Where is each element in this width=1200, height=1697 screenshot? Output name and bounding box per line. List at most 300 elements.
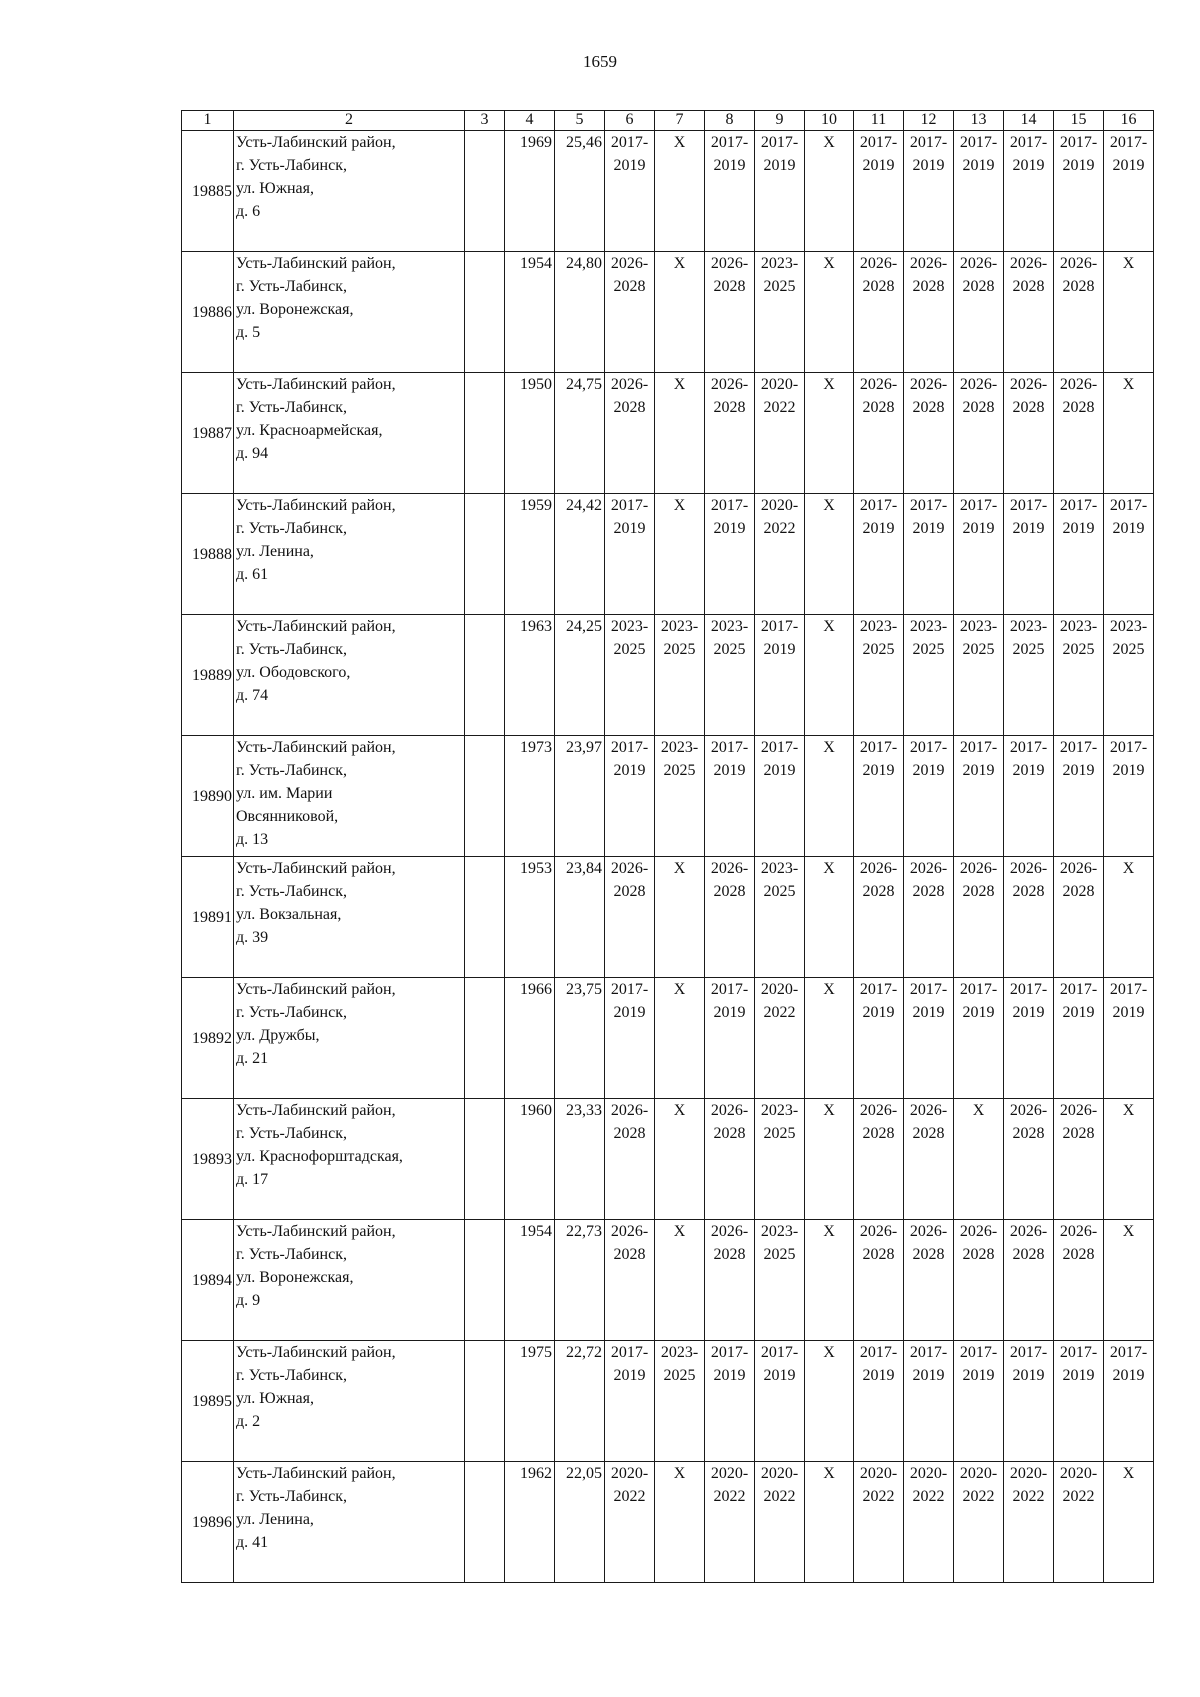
period-line: 2019 [1012, 1004, 1045, 1021]
address-line: д. 94 [236, 445, 269, 462]
column-header-6: 6 [605, 111, 655, 131]
period-line: 2028 [962, 1246, 995, 1263]
period-cell-col-12 [904, 1341, 954, 1462]
period-line: 2028 [1012, 883, 1045, 900]
period-cell-col-12 [904, 252, 954, 373]
year-cell: 1969 [505, 131, 555, 252]
period-line: 2026- [909, 1223, 948, 1240]
year-cell: 1966 [505, 978, 555, 1099]
period-cell-col-11 [854, 978, 904, 1099]
period-cell-col-8 [705, 1099, 755, 1220]
period-cell-col-16 [1104, 252, 1154, 373]
period-cell-col-12 [904, 373, 954, 494]
period-line: 2017- [959, 1344, 998, 1361]
period-line: 2028 [912, 1246, 945, 1263]
period-cell-col-6 [605, 615, 655, 736]
period-line: 2020- [959, 1465, 998, 1482]
period-cell-col-15 [1054, 494, 1104, 615]
address-cell [234, 373, 465, 494]
address-line: д. 39 [236, 929, 269, 946]
address-line: Усть-Лабинский район, [236, 134, 396, 151]
year-cell: 1950 [505, 373, 555, 494]
period-line: 2022 [1062, 1488, 1095, 1505]
address-line: Усть-Лабинский район, [236, 497, 396, 514]
period-cell-col-12 [904, 978, 954, 1099]
period-line: 2019 [912, 1004, 945, 1021]
period-line: 2020- [760, 1465, 799, 1482]
column-header-15: 15 [1054, 111, 1104, 131]
period-cell-col-11 [854, 857, 904, 978]
period-cell-col-15 [1054, 1462, 1104, 1583]
period-line: 2026- [610, 1102, 649, 1119]
period-line: 2026- [710, 255, 749, 272]
period-line: 2019 [962, 520, 995, 537]
year-cell: 1954 [505, 1220, 555, 1341]
period-line: 2019 [713, 1004, 746, 1021]
value-cell: 23,84 [555, 857, 605, 978]
period-line: 2026- [959, 255, 998, 272]
period-line: 2028 [962, 883, 995, 900]
period-line: 2019 [1012, 1367, 1045, 1384]
period-line: 2026- [710, 860, 749, 877]
column-3-cell [465, 1462, 505, 1583]
period-cell-col-7 [655, 1220, 705, 1341]
period-cell-col-9 [755, 736, 805, 857]
address-line: ул. Южная, [236, 1390, 314, 1407]
period-line: 2017- [909, 497, 948, 514]
period-cell-col-14 [1004, 857, 1054, 978]
row-number: 19888 [182, 494, 234, 615]
period-cell-col-13 [954, 1462, 1004, 1583]
address-line: Овсянниковой, [236, 808, 339, 825]
period-line: 2017- [959, 981, 998, 998]
period-line: 2022 [763, 520, 796, 537]
period-line: 2020- [859, 1465, 898, 1482]
period-cell-col-15 [1054, 1341, 1104, 1462]
period-line: 2025 [912, 641, 945, 658]
period-cell-col-9 [755, 1220, 805, 1341]
table-row [182, 373, 1154, 494]
period-cell-col-13 [954, 736, 1004, 857]
period-line: 2019 [962, 1004, 995, 1021]
period-cell-col-16 [1104, 1099, 1154, 1220]
period-cell-col-16 [1104, 1462, 1154, 1583]
period-line: 2017- [859, 497, 898, 514]
year-cell: 1975 [505, 1341, 555, 1462]
period-line: 2023- [760, 255, 799, 272]
period-cell-col-8 [705, 494, 755, 615]
address-cell [234, 131, 465, 252]
period-cell-col-9 [755, 978, 805, 1099]
period-cell-col-11 [854, 1220, 904, 1341]
period-line: 2028 [613, 883, 646, 900]
period-line: 2017- [710, 134, 749, 151]
period-line: 2020- [760, 981, 799, 998]
period-line: 2019 [1112, 157, 1145, 174]
period-line: 2022 [713, 1488, 746, 1505]
period-line: 2017- [959, 497, 998, 514]
period-cell-col-14 [1004, 373, 1054, 494]
period-cell-col-12 [904, 736, 954, 857]
period-line: X [673, 255, 686, 272]
period-line: X [1122, 1102, 1135, 1119]
address-line: д. 9 [236, 1292, 261, 1309]
period-cell-col-14 [1004, 736, 1054, 857]
column-3-cell [465, 373, 505, 494]
period-cell-col-16 [1104, 736, 1154, 857]
period-line: X [823, 618, 835, 635]
period-line: 2025 [663, 641, 696, 658]
period-line: X [673, 1223, 686, 1240]
period-line: 2020- [710, 1465, 749, 1482]
period-line: 2019 [1062, 1004, 1095, 1021]
period-cell-col-13 [954, 252, 1004, 373]
period-line: X [823, 255, 835, 272]
period-cell-col-15 [1054, 857, 1104, 978]
column-3-cell [465, 736, 505, 857]
period-line: 2017- [710, 497, 749, 514]
table-row [182, 1099, 1154, 1220]
period-line: 2019 [1012, 157, 1045, 174]
row-number: 19891 [182, 857, 234, 978]
period-line: 2022 [763, 1488, 796, 1505]
period-cell-col-11 [854, 1099, 904, 1220]
period-line: 2017- [859, 134, 898, 151]
period-line: 2017- [1059, 1344, 1098, 1361]
period-line: 2025 [613, 641, 646, 658]
period-line: 2026- [909, 376, 948, 393]
period-line: X [1122, 255, 1135, 272]
address-line: г. Усть-Лабинск, [236, 1246, 347, 1263]
period-cell-col-13 [954, 1220, 1004, 1341]
address-cell [234, 1099, 465, 1220]
period-cell-col-16 [1104, 494, 1154, 615]
address-line: ул. Дружбы, [236, 1027, 320, 1044]
period-cell-col-10 [805, 978, 854, 1099]
period-cell-col-15 [1054, 978, 1104, 1099]
period-line: 2023- [610, 618, 649, 635]
period-cell-col-11 [854, 1341, 904, 1462]
address-line: Усть-Лабинский район, [236, 1102, 396, 1119]
address-line: д. 74 [236, 687, 269, 704]
column-header-7: 7 [655, 111, 705, 131]
period-cell-col-9 [755, 373, 805, 494]
period-line: 2028 [613, 1246, 646, 1263]
period-cell-col-16 [1104, 1341, 1154, 1462]
period-line: 2026- [1059, 1102, 1098, 1119]
period-cell-col-8 [705, 252, 755, 373]
period-cell-col-9 [755, 494, 805, 615]
period-line: 2026- [1059, 255, 1098, 272]
period-line: X [673, 497, 686, 514]
period-cell-col-9 [755, 615, 805, 736]
column-3-cell [465, 615, 505, 736]
period-line: 2019 [1062, 762, 1095, 779]
period-line: 2019 [862, 157, 895, 174]
period-line: 2025 [1112, 641, 1145, 658]
table-row [182, 252, 1154, 373]
period-cell-col-9 [755, 1341, 805, 1462]
period-line: 2017- [909, 134, 948, 151]
address-line: Усть-Лабинский район, [236, 376, 396, 393]
value-cell: 22,73 [555, 1220, 605, 1341]
period-line: 2023- [1009, 618, 1048, 635]
period-line: 2019 [763, 762, 796, 779]
row-number: 19885 [182, 131, 234, 252]
period-line: 2017- [1109, 1344, 1148, 1361]
period-cell-col-10 [805, 857, 854, 978]
period-cell-col-16 [1104, 978, 1154, 1099]
period-line: 2020- [760, 376, 799, 393]
period-cell-col-8 [705, 736, 755, 857]
period-line: 2017- [1059, 981, 1098, 998]
period-cell-col-10 [805, 494, 854, 615]
period-line: 2028 [912, 278, 945, 295]
period-line: X [673, 1465, 686, 1482]
period-line: 2025 [962, 641, 995, 658]
period-line: 2019 [962, 1367, 995, 1384]
period-line: 2023- [1059, 618, 1098, 635]
period-cell-col-6 [605, 373, 655, 494]
address-line: Усть-Лабинский район, [236, 981, 396, 998]
address-line: ул. им. Марии [236, 785, 333, 802]
address-line: д. 17 [236, 1171, 269, 1188]
period-line: 2022 [912, 1488, 945, 1505]
period-cell-col-12 [904, 615, 954, 736]
period-cell-col-6 [605, 1220, 655, 1341]
period-line: 2019 [962, 762, 995, 779]
period-cell-col-11 [854, 1462, 904, 1583]
period-cell-col-15 [1054, 252, 1104, 373]
period-cell-col-12 [904, 494, 954, 615]
period-line: 2017- [909, 981, 948, 998]
address-line: г. Усть-Лабинск, [236, 1367, 347, 1384]
period-line: 2019 [763, 641, 796, 658]
table-header [182, 111, 1154, 131]
period-line: 2026- [909, 1102, 948, 1119]
period-line: 2019 [763, 1367, 796, 1384]
period-line: X [823, 497, 835, 514]
period-line: 2019 [862, 1004, 895, 1021]
period-line: 2026- [1059, 376, 1098, 393]
period-cell-col-13 [954, 857, 1004, 978]
column-3-cell [465, 978, 505, 1099]
period-line: 2022 [1012, 1488, 1045, 1505]
period-line: 2026- [610, 1223, 649, 1240]
period-line: 2019 [1112, 762, 1145, 779]
period-cell-col-14 [1004, 978, 1054, 1099]
period-line: 2022 [613, 1488, 646, 1505]
period-cell-col-10 [805, 615, 854, 736]
period-line: 2019 [912, 520, 945, 537]
period-cell-col-10 [805, 1220, 854, 1341]
row-number: 19895 [182, 1341, 234, 1462]
period-line: 2026- [610, 255, 649, 272]
period-line: 2026- [1009, 860, 1048, 877]
period-line: 2023- [959, 618, 998, 635]
year-cell: 1973 [505, 736, 555, 857]
period-cell-col-13 [954, 131, 1004, 252]
period-line: 2028 [1062, 883, 1095, 900]
period-line: 2025 [763, 278, 796, 295]
period-line: 2026- [859, 376, 898, 393]
period-line: 2026- [959, 860, 998, 877]
column-header-4: 4 [505, 111, 555, 131]
table-row [182, 1462, 1154, 1583]
period-line: 2019 [912, 157, 945, 174]
period-cell-col-6 [605, 131, 655, 252]
period-line: 2023- [760, 1102, 799, 1119]
period-line: 2017- [610, 1344, 649, 1361]
period-line: 2017- [610, 134, 649, 151]
period-line: 2028 [1012, 399, 1045, 416]
period-cell-col-13 [954, 373, 1004, 494]
period-line: 2017- [710, 1344, 749, 1361]
period-line: 2028 [1012, 1246, 1045, 1263]
period-cell-col-6 [605, 857, 655, 978]
address-line: Усть-Лабинский район, [236, 1465, 396, 1482]
period-line: 2019 [962, 157, 995, 174]
column-3-cell [465, 131, 505, 252]
period-line: 2023- [760, 1223, 799, 1240]
period-line: 2017- [1059, 134, 1098, 151]
period-line: X [1122, 376, 1135, 393]
period-cell-col-10 [805, 1099, 854, 1220]
period-line: 2019 [1062, 1367, 1095, 1384]
period-line: X [823, 981, 835, 998]
period-cell-col-6 [605, 978, 655, 1099]
period-line: 2019 [713, 157, 746, 174]
period-line: 2026- [710, 376, 749, 393]
period-line: 2020- [909, 1465, 948, 1482]
period-line: 2022 [763, 1004, 796, 1021]
value-cell: 24,42 [555, 494, 605, 615]
address-line: Усть-Лабинский район, [236, 860, 396, 877]
period-line: X [823, 739, 835, 756]
period-cell-col-10 [805, 252, 854, 373]
address-line: г. Усть-Лабинск, [236, 520, 347, 537]
period-line: 2026- [1009, 1102, 1048, 1119]
period-line: 2028 [1062, 278, 1095, 295]
table-row [182, 1220, 1154, 1341]
table-row [182, 978, 1154, 1099]
value-cell: 22,72 [555, 1341, 605, 1462]
column-3-cell [465, 857, 505, 978]
period-line: 2017- [1109, 497, 1148, 514]
period-cell-col-6 [605, 1341, 655, 1462]
period-line: 2028 [613, 278, 646, 295]
address-line: Усть-Лабинский район, [236, 255, 396, 272]
period-line: 2025 [763, 883, 796, 900]
address-line: Усть-Лабинский район, [236, 618, 396, 635]
period-line: 2025 [663, 762, 696, 779]
period-line: 2017- [610, 981, 649, 998]
period-cell-col-11 [854, 373, 904, 494]
period-cell-col-15 [1054, 1099, 1104, 1220]
address-line: д. 13 [236, 831, 269, 848]
period-line: 2017- [610, 739, 649, 756]
period-line: 2019 [613, 157, 646, 174]
period-line: 2026- [859, 255, 898, 272]
value-cell: 23,33 [555, 1099, 605, 1220]
period-line: 2017- [909, 1344, 948, 1361]
period-cell-col-7 [655, 857, 705, 978]
row-number: 19893 [182, 1099, 234, 1220]
period-line: X [1122, 1223, 1135, 1240]
period-line: X [972, 1102, 985, 1119]
table-row [182, 131, 1154, 252]
address-line: Усть-Лабинский район, [236, 739, 396, 756]
address-line: г. Усть-Лабинск, [236, 399, 347, 416]
column-header-9: 9 [755, 111, 805, 131]
period-line: 2017- [610, 497, 649, 514]
period-line: 2026- [1009, 1223, 1048, 1240]
address-line: ул. Краснофорштадская, [236, 1148, 403, 1165]
address-line: ул. Красноармейская, [236, 422, 383, 439]
period-cell-col-10 [805, 1341, 854, 1462]
value-cell: 23,97 [555, 736, 605, 857]
period-cell-col-14 [1004, 615, 1054, 736]
period-cell-col-8 [705, 1220, 755, 1341]
address-cell [234, 1462, 465, 1583]
period-line: 2026- [859, 1223, 898, 1240]
period-line: 2017- [710, 981, 749, 998]
period-cell-col-7 [655, 978, 705, 1099]
address-line: г. Усть-Лабинск, [236, 278, 347, 295]
period-line: X [823, 1465, 835, 1482]
row-number: 19886 [182, 252, 234, 373]
period-line: 2026- [610, 860, 649, 877]
year-cell: 1959 [505, 494, 555, 615]
period-line: 2026- [710, 1223, 749, 1240]
address-line: г. Усть-Лабинск, [236, 157, 347, 174]
period-line: 2028 [1012, 1125, 1045, 1142]
address-line: д. 41 [236, 1534, 269, 1551]
period-cell-col-15 [1054, 615, 1104, 736]
period-line: 2028 [862, 278, 895, 295]
period-cell-col-11 [854, 736, 904, 857]
period-line: 2019 [862, 762, 895, 779]
period-line: 2019 [613, 1004, 646, 1021]
column-header-16: 16 [1104, 111, 1154, 131]
period-cell-col-6 [605, 1099, 655, 1220]
period-cell-col-13 [954, 1341, 1004, 1462]
period-line: 2019 [613, 520, 646, 537]
period-line: 2019 [912, 762, 945, 779]
period-line: 2028 [1062, 1246, 1095, 1263]
period-line: 2028 [713, 1246, 746, 1263]
period-line: 2028 [912, 399, 945, 416]
period-line: 2028 [713, 278, 746, 295]
year-cell: 1963 [505, 615, 555, 736]
period-cell-col-15 [1054, 373, 1104, 494]
period-line: 2028 [862, 399, 895, 416]
period-line: 2025 [663, 1367, 696, 1384]
period-cell-col-10 [805, 131, 854, 252]
period-cell-col-7 [655, 736, 705, 857]
period-line: 2017- [760, 134, 799, 151]
period-cell-col-6 [605, 736, 655, 857]
period-line: 2017- [760, 618, 799, 635]
period-line: X [823, 376, 835, 393]
period-cell-col-6 [605, 494, 655, 615]
address-line: ул. Ободовского, [236, 664, 351, 681]
period-line: 2026- [1059, 1223, 1098, 1240]
address-cell [234, 857, 465, 978]
period-cell-col-9 [755, 857, 805, 978]
period-line: 2019 [1112, 1004, 1145, 1021]
period-line: 2028 [1012, 278, 1045, 295]
